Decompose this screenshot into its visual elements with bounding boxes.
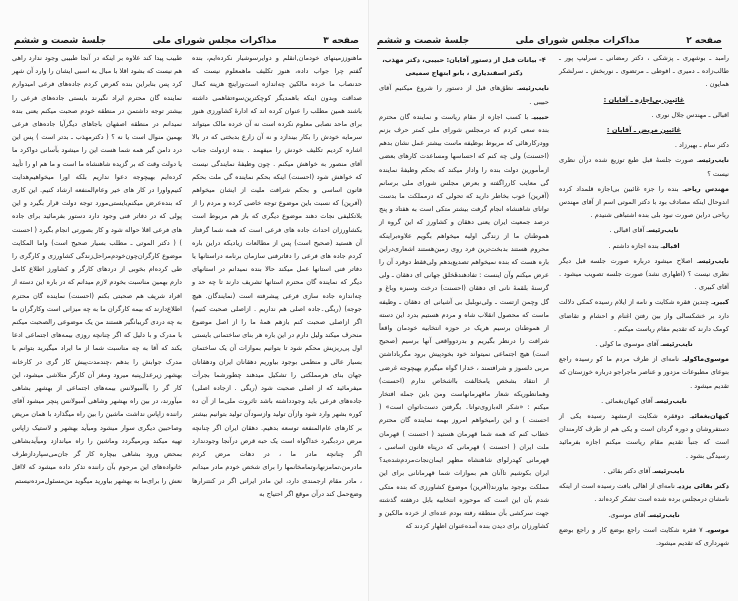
speaker-name: نایب‌رئیس [649, 510, 680, 519]
speech-paragraph [559, 224, 729, 237]
speaker-name: نایب‌رئیس [654, 466, 685, 475]
speaker-name: موسوی‌ماکولی [684, 355, 729, 364]
paragraph: ماهنوززمینهای خودمان,انقلم و دوایرسوشیار نکرده‌ایم، بنده گفتم چرا جواب داده، هنوز تکلیف ماهمعلوم نیست که حدنصاب ما خرده مالکین چه‌اندازه است‌وزاینچ هزینه کمال صداقت وبدون اینکه باهمدیگر کوچکترین‌سوءتفاهمی داشته باشند همین مطلب را عنوان کرده اند که ادارهٔ کشاورزی هنوز برای ماحد نصابی معلوم نکرده است نه آن خرده مالک میتواند سرمایه خودش را بکار بیندازد و نه آن زارع بدبختی که در بالا اشاره کردیم تکلیف خودش را میفهمد . بنده ازدولت جناب آقای منصور به خواهش میکنم . چون وظیفهٔ نمایندگی نیست که خواهش شود (احسنت) اینکه بحکم نماینده گی ملت بحکم قانون اساسی و بحکم شرافت ملیت از ایشان میخواهم (آفرین) که نسبت باین موضوع توجه خاصی کرده و مردم را از بلاتکلیفی نجات دهند موضوع دیگری که باز هم مربوط است بکشاورزان احداث جاده های فرعی است که همه شما گرفتار آن هستید (صحیح است) پس از مطالعات زیادیکه دراین باره کردم جاده های فرعی را دفاترفنی سازمان برنامه دراستانها یا دفاتر فنی استانها عمل میکند حالا بنده نمیدانم در استانهای دیگر که نماینده گان محترم استانها تشریف دارند تا چه حد و چه‌اندازه جاده سازی فرعی پیشرفته است (نمایندگان. هیچ جوجه) (ریگی۔جاده اصلی هم نداریم . ازاصلی صحبت کنیم) اگر ازاصلی صحبت کنم بازهم همهٔ ما را از اصل موضوع منحرف میکند ولیل دارم در این باره هر بنای ساختمانی بایستی اول پی‌ریزیش محکم شود تا بتوانیم بموازات آن یک ساختمان بسیار عالی و منظمی بوجود بیاوریم دهقانان ایران ودهقانان جهان بنای هرمملکتی را تشکیل میدهند چطورشما بجرأت میفرمائید که از اصلی صحبت شود (ریگی . ازجاده اصلی) جاده‌های فرعی باید وجودداشته باشد تاثروت ملی‌ما از آن ده کوره بشهر وارد شود وازآن تولید وازسودآن تولید بتوانیم بیشتر بر کارهای عام‌المنفعه توسعه بدهیم. دهقان ایران اگر چنانچه مرض دردبگیرد خداگواه است یک حبه قرص درآنجا وجودندارد اگر چنانچه مادر ما ، در دهات مرض کردم مادرمن،تمامزنها،وتمامخانمها را برای شخص خودم مادر میدانم ، مادر مقام ارجمندی دارد، این مادر ایرانی اگر در کنتنرارها وضع‌حمل کند درآن موقع اگر احتیاج به [192, 54, 362, 498]
speaker-name: اقبالی [662, 241, 680, 250]
speech-text: ـ آقای کیهان‌بغمائی . [601, 396, 657, 405]
text-column-left [12, 52, 182, 503]
session-label: جلسهٔ شصت و ششم [377, 36, 470, 46]
speaker-name: حبیبی [533, 112, 549, 121]
right-page-header [377, 30, 722, 49]
speech-paragraph [559, 410, 729, 463]
speech-paragraph [559, 465, 729, 478]
speech-paragraph [559, 255, 729, 295]
speech-text: ـ آقای دکتر بقائی . [603, 466, 655, 475]
speaker-name: نایب‌رئیس [698, 156, 729, 165]
speech-text: اقبالی ـ مهندس جلال نوری . [651, 110, 729, 119]
right-page-columns [377, 52, 729, 552]
speech-paragraph [379, 82, 549, 108]
text-column-left [379, 52, 549, 552]
speaker-name: موسوی [707, 525, 729, 534]
speech-text: ـ آقای موسوی. [608, 510, 650, 519]
speech-text: ـ دوفقره شکایت ازمشهد رسیده یکی از دستفروشان و دوره گردان است و یکی هم از طرف کارمندان است که جنباً تقدیم مقام ریاست میکنم اجازه بفرمائید رسیدگی بشود . [559, 412, 729, 460]
speaker-name: نایب‌رئیس [648, 226, 679, 235]
speech-text: ـ نامه‌ای از اهالی بافت رسیده است از اینکه نامشان درمجلس برده شده است تشکر کرده‌اند . [559, 482, 729, 504]
text-column-right [192, 52, 362, 503]
speaker-name: کیهان‌بغمائی [691, 412, 729, 421]
speaker-name: نایب‌رئیس [518, 84, 549, 93]
speech-text: ـ آقای اقبالی . [609, 226, 649, 235]
list-heading: غائبین بی‌اجازه ـ آقایان : [603, 95, 685, 104]
speaker-name: دکتر بقائی یزدی [678, 482, 729, 491]
session-label: جلسهٔ شصت و ششم [14, 36, 107, 46]
speech-text: ـ ۷ فقره شکایت است راجع بوضع کار و راجع بوضع شهرداری که تقدیم میشود. [559, 525, 729, 547]
speech-text: ـ بنده اجازه داشتم . [608, 241, 663, 250]
paragraph: طبیب پیدا کند علاوه بر اینکه در آنجا طبیبی وجود ندارد راهی هم نیست که بشود اقلا با مبال به اسبی ایشان را وارد آن شهر کرد پس بنابراین بنده کعرض کردم جاده‌های فرعی امیدوارم نماینده گان محترم ایراد نگیرند بایستی جاده‌های فرعی را بیشتر توجه داشتمن در منطقه خودم صحبت میکنم یعنی بنده نمیدانم در منطقه اصفهان باجاهای دیگرآیا جاده‌های فرعی بهمین منوال است یا نه ؟ ( دکترمهذب ـ بدتر است ) پس این درد دامن گیر همه شما هست این را میشود بآسانی دواکرد ما یا دولت وقت که بر گزیده شاهنشاه ما است و ما هم او را تأیید کرده‌ایم بهیچوجه دعوا نداریم بلکه اورا میخواهیم‌هدایت کنیم‌واورا در کار های خیر وعام‌المنفعه ارشاد کنیم. این کاری که بنده‌عرض میکنم‌بایستی‌مورد توجه دولت قرار بگیرد و این پولی که در دفاتر فنی وجود دارد دستور بفرمائید برای جاده های فرعی اقلا حواله شود و کار بصورتی انجام بگیرد ( احسنت ) ( دکتر الموتی ـ مطلب بسیار صحیح است) واما المکایت موضوع کارگران‌چون‌خودم‌مراحل‌زندگی کشاورزی و کارگری را طی کرده‌ام بخوبی از دردهای کارگر و کشاورز اطلاع کامل دارم بهمین مناسبت بخودم لازم میدانم که در باره این دسته از افراد شریف هم صحبتی بکنم (احسنت) نماینده گان محترم اطلاع‌دارند که بیمه کارگران ما به چه میزانی است وکارگران ما به چه دردی گریبانگیر هستند من یک موضوعی رالصحبت میکنم با مدرک و با دلیل که اگر چنانچه روزی بیمه‌های اجتماعی ادعا بکند که آقا به چه مناسبت شما از ما ایراد میگیرید بتوانم با مدرک جوابش را بدهم ،چندمدت‌پیش کار گری در کارخانه بهشهر زیرعدل‌پنبه میرود ومغز آن کارگر متلاشی میشود، این کار گر را بآآمبولانس بیمه‌های اجتماعی از بهشهر بشاهی میآورند، در بین راه بهشهر وشاهی آمبولانس پنچر میشود آقای راننده زاپاس نداشت ماشین را بین راه میگذارد با همان مریض وصاحبین دیگری سوار میشود ومیآید بهشهر و لاستیک زاپاس تهیه میکند وبرمیگردد وماشین را راه میاندازد ومیآیدبشاهی بمحض ورود بشاهی بیچاره کار گر جان‌می‌سپاردازطرف خانواده‌های این مرحوم بآن راننده تذکر داده میشود که لااقل نعش را برای‌ما به بهشهر بیاورید میگوید من‌مسئول‌مرده‌نیستم [12, 54, 182, 485]
speech-paragraph [559, 395, 729, 408]
paragraph [559, 139, 729, 152]
page-number: صفحه ۲ [686, 36, 722, 46]
publication-title: مذاکرات مجلس شورای ملی [152, 36, 277, 46]
text-column-right [559, 52, 729, 552]
speech-text: ـ صورت جلسهٔ قبل طبع توزیع شده درآن نظری نیست ؟ [559, 156, 729, 178]
section-heading: ۴- بیانات قبل از دستور آقایان: حبیبی، دکتر مهذب، دکتر اسفندیاری ، بانو ابتهاج سمیعی [382, 56, 546, 78]
list-heading: غائبین مریض ـ آقایان : [606, 126, 682, 135]
speech-text: ـ نامه‌ای از طرف مردم ما کو رسیده راجع بنوعای مطبوعات مزدور و عناصر ماجراجو درباره خوزستان که تقدیم میشود . [559, 355, 729, 390]
speech-text: ـ بنده را جزء غائبین بی‌اجازه قلمداد کرده اندوحال اینکه مصادف بود با دکتر الموتی اسم از آقای مهندس ریاحی دراین صورت نبود بلی بنده اشتباهی شنیدم . [559, 184, 729, 220]
speech-paragraph [559, 296, 729, 336]
speaker-name: نایب‌رئیس [698, 256, 729, 265]
paragraph [559, 52, 729, 92]
speech-text: ـ با کسب اجازه از مقام ریاست و نماینده گان محترم بنده سعی کردم که درمجلس شورای ملی کمتر حرف بزنم وودرکارهائی که مربوط بوظیفه ماست بیشتر عمل نشان بدهم (احسنت) ولی چه کنم که احساسها ومساعدت کارهای بعضی ازمأمورین دولت بنده را وادار میکند که بحکم وظیفهٔ نماینده گی معایب کارراگفته و بعرض مجلس شورای ملی برسانم (آفرین) خوب بخاطر دارید که تحولی که درمملکت ما بدست توانای شاهنشاه انجام گرفت بیشتر متکی است به هفتاد و پنج درصد جمعیت ایران یعنی دهقان و کشاورز که این گروه از هموطنان ما از زندگی اولیه میخواهم بگویم علاوه‌براینکه محروم هستند بدبخت‌ترین فرد روی زمین‌هستند اشعاری‌دراین باره هست که بنده نمیخواهم تصدیع‌بدهم ولی‌فقط دوفرد آن را عرض میکنم وآن اینست : تفادهندهٔخلق جهانی ای دهقان ـ ولی گرسنهٔ بلقمهٔ نانی ای دهقان (احسنت) درخت وسبزه وباغ و گل وچمن ازتست ـ ولی‌نوبلبل بی آشیانی ای دهقان ـ وظیفه ماست که محصول انقلاب شاه و مردم هستیم بدرد این دسته از هموطنان برسیم هریک در حوزه انتخابیه خودمان واقعاً شرافت را درنظر بگیریم و بدردوواقعی آنها برسیم (صحیح است) هیچ اجتماعی نمیتواند خود بخودپیش برود مگرباداشتن مربی دلسوز و شرافتمند ، خدارا گواه میگیرم بهیچوجه غرضی از انتقاد بشخص یامخالفت بااشخاص ندارم (احسنت) وهمانطوریکه شعار ماقهرمانهاست ومن باین جمله افتخار میکنم : «شکر اله‌بازوی‌توانا۔ بگرفتن دست‌ناتوان است» ( احسنت ) و این رامیخواهم امروز بهمه نماینده گان محترم خطاب کنم که همه شما قهرمان هستید ( احسنت ) قهرمان ملت ایران ( احسنت ) قهرمانی که درپناه قانون اساسی ، قهرمانی کهدرلوای شاهنشاه مظهر ایمان‌نجات‌مردم‌شده‌ید؟ ایران بکوشیم تاآنان هم بموازات شما قهرمانانی برای این مملکت بوجود بیاورند(آفرین) موضوع کشاورزی که بنده متکی شدم بآن این است که موحوزه انتخابیه بابل درهفته گذشته جهت سرکشی بآن منطقه رفته بودم عده‌ای از خرده مالکین و کشاورزان برای دیدن بنده آمده‌عنوان اظهار کردند که [379, 112, 549, 531]
speaker-name: مهندس ریاحی [684, 184, 729, 193]
speech-paragraph [559, 480, 729, 506]
speech-paragraph [559, 524, 729, 550]
speech-paragraph [559, 154, 729, 180]
speech-paragraph [559, 509, 729, 522]
speech-paragraph [379, 111, 549, 534]
speech-paragraph [559, 353, 729, 393]
left-page-columns [12, 52, 362, 503]
left-page-header [14, 30, 359, 49]
speech-text: ـ نطق‌های قبل از دستور را شروع میکنیم آقای حبیبی . [379, 84, 549, 106]
speaker-name: نایب‌رئیس [662, 340, 693, 349]
paragraph [559, 109, 729, 122]
speech-text: ـ چندین فقره شکایت و نامه از ایلام رسیده کمکی دلالت دارد بر خشکسالی واز بین رفتن اغنام و احشام و تقاضای کومک دارند که تقدیم مقام ریاست میکنم . [559, 298, 729, 333]
speech-text: رامبد ـ بوشهری ـ پزشکی ، دکتر رمضانی ـ سرلیپ پور ـ طالب‌زاده ـ دمیری ـ افوطی ـ مرتضوی ـ نوربخش ـ سرلشکر همایون . [559, 54, 729, 89]
page-number: صفحه ۳ [323, 36, 359, 46]
speech-text: ـ آقای موسوی ما کولی . [595, 340, 663, 349]
speech-text: ـ اصلاح میشود درباره صورت جلسه قبل دیگر نظری نیست ؟ (اظهاری نشد) صورت جلسه تصویب میشود . آقای کبیری . [559, 256, 729, 292]
speech-text: دکتر سام ـ بهیرزاد . [674, 141, 729, 150]
speaker-name: کبیری [713, 298, 729, 307]
publication-title: مذاکرات مجلس شورای ملی [515, 36, 640, 46]
speech-paragraph [559, 240, 729, 253]
speech-paragraph [559, 183, 729, 223]
speaker-name: نایب‌رئیس [656, 396, 687, 405]
right-page [369, 0, 738, 601]
speech-paragraph [559, 338, 729, 351]
